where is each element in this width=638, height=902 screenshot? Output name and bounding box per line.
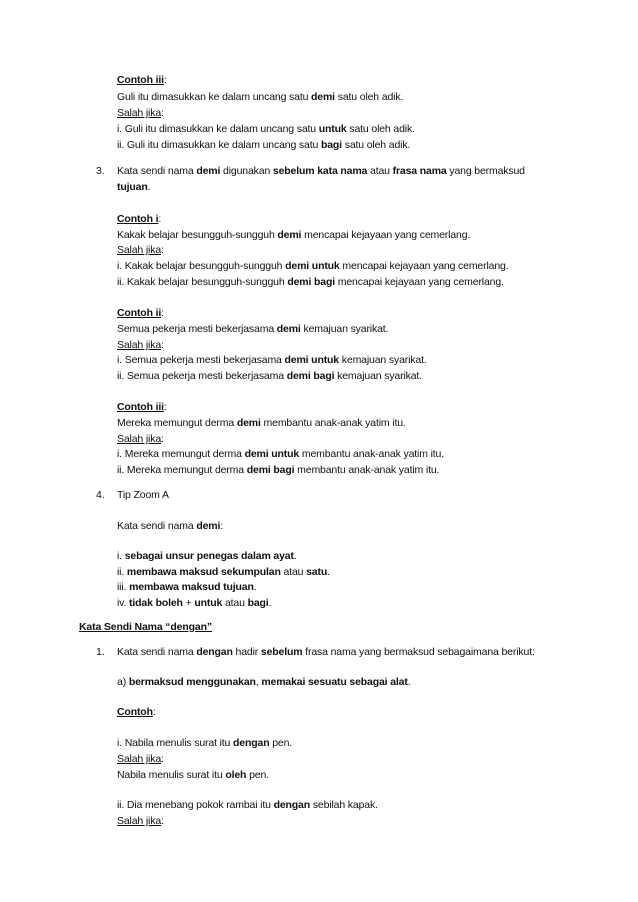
section-heading-dengan: Kata Sendi Nama “dengan”: [79, 621, 212, 633]
tip-item-iii: iii. membawa maksud tujuan.: [117, 581, 257, 593]
salah-jika-label: Salah jika:: [117, 107, 164, 119]
salah-jika-label: Salah jika:: [117, 244, 164, 256]
list-number-3: 3.: [96, 165, 105, 177]
contoh-iii-heading: Contoh iii:: [117, 401, 167, 413]
dengan-example-1: i. Nabila menulis surat itu dengan pen.: [117, 737, 293, 749]
tip-item-ii: ii. membawa maksud sekumpulan atau satu.: [117, 566, 330, 578]
salah-jika-label: Salah jika:: [117, 433, 164, 445]
dengan-item1-line: Kata sendi nama dengan hadir sebelum frasa nama yang bermaksud sebagaimana berikut:: [117, 646, 535, 658]
contoh-iii-top-heading: Contoh iii:: [117, 74, 167, 86]
salah-jika-label: Salah jika:: [117, 815, 164, 827]
wrong-example-2: ii. Guli itu dimasukkan ke dalam uncang satu bagi satu oleh adik.: [117, 139, 411, 151]
list-number-1: 1.: [96, 646, 105, 658]
item3-line2: tujuan.: [117, 181, 151, 193]
dengan-example-1-wrong: Nabila menulis surat itu oleh pen.: [117, 769, 269, 781]
wrong-example-2: ii. Semua pekerja mesti bekerjasama demi bagi kemajuan syarikat.: [117, 370, 422, 382]
tip-item-i: i. sebagai unsur penegas dalam ayat.: [117, 550, 297, 562]
dengan-point-a: a) bermaksud menggunakan, memakai sesuatu sebagai alat.: [117, 676, 411, 688]
wrong-example-1: i. Mereka memungut derma demi untuk membantu anak-anak yatim itu.: [117, 448, 444, 460]
contoh-heading: Contoh:: [117, 706, 156, 718]
contoh-iii-sentence: Mereka memungut derma demi membantu anak-anak yatim itu.: [117, 417, 406, 429]
salah-jika-label: Salah jika:: [117, 339, 164, 351]
tip-intro: Kata sendi nama demi:: [117, 520, 224, 532]
contoh-ii-heading: Contoh ii:: [117, 307, 164, 319]
wrong-example-2: ii. Mereka memungut derma demi bagi membantu anak-anak yatim itu.: [117, 464, 440, 476]
wrong-example-2: ii. Kakak belajar besungguh-sungguh demi bagi mencapai kejayaan yang cemerlang.: [117, 276, 504, 288]
salah-jika-label: Salah jika:: [117, 753, 164, 765]
contoh-i-heading: Contoh i:: [117, 213, 162, 225]
wrong-example-1: i. Semua pekerja mesti bekerjasama demi untuk kemajuan syarikat.: [117, 354, 427, 366]
contoh-iii-top-sentence: Guli itu dimasukkan ke dalam uncang satu demi satu oleh adik.: [117, 91, 404, 103]
tip-item-iv: iv. tidak boleh + untuk atau bagi.: [117, 597, 272, 609]
wrong-example-1: i. Kakak belajar besungguh-sungguh demi untuk mencapai kejayaan yang cemerlang.: [117, 260, 509, 272]
wrong-example-1: i. Guli itu dimasukkan ke dalam uncang satu untuk satu oleh adik.: [117, 123, 415, 135]
contoh-ii-sentence: Semua pekerja mesti bekerjasama demi kemajuan syarikat.: [117, 323, 389, 335]
tip-zoom-title: Tip Zoom A: [117, 489, 169, 501]
dengan-example-2: ii. Dia menebang pokok rambai itu dengan sebilah kapak.: [117, 799, 378, 811]
list-number-4: 4.: [96, 489, 105, 501]
item3-line1: Kata sendi nama demi digunakan sebelum kata nama atau frasa nama yang bermaksud: [117, 165, 525, 177]
contoh-i-sentence: Kakak belajar besungguh-sungguh demi mencapai kejayaan yang cemerlang.: [117, 229, 471, 241]
